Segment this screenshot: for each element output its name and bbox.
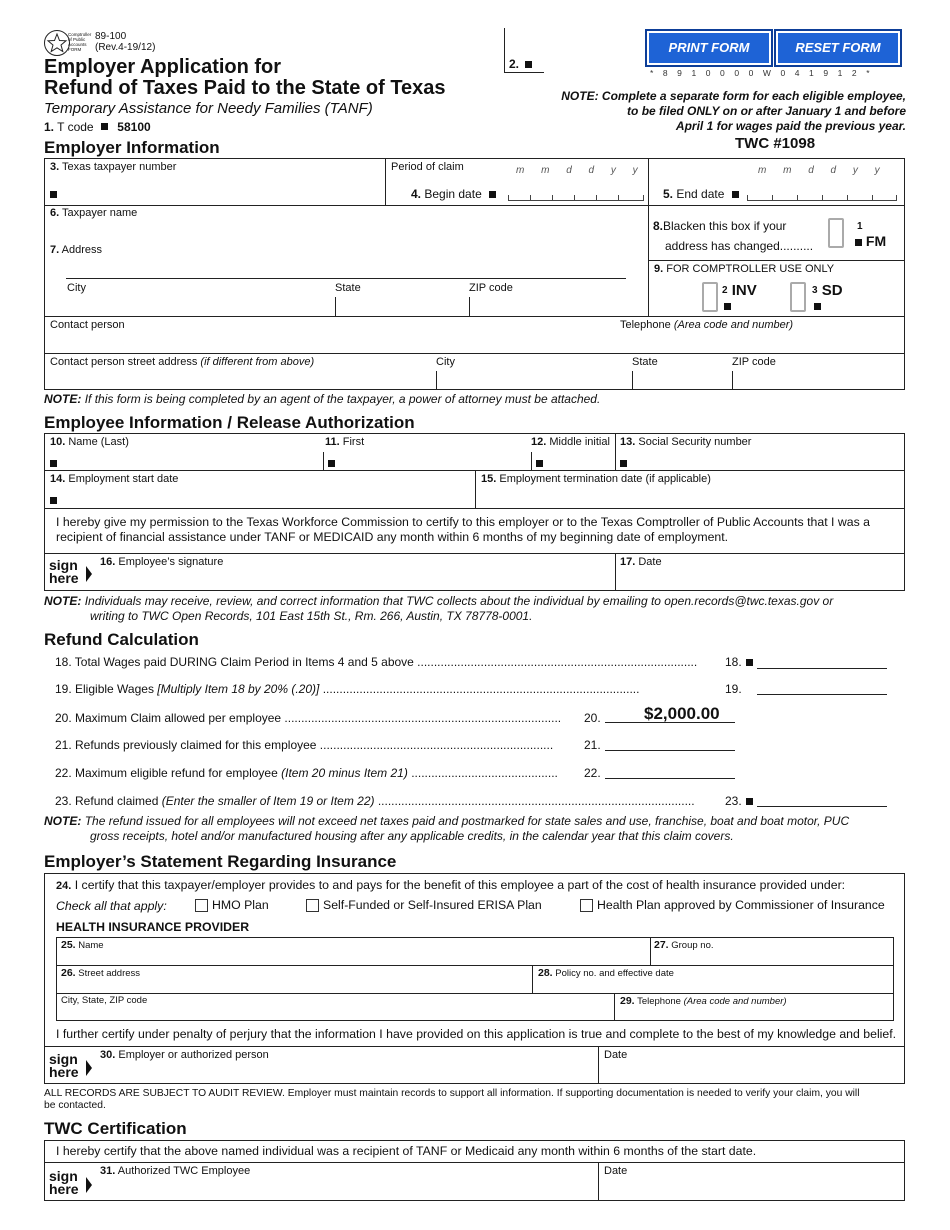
field-8-number: 8. <box>653 219 664 233</box>
twc-date-label: Date <box>604 1165 628 1177</box>
line-22-label: 22. Maximum eligible refund for employee <box>55 766 278 780</box>
eligible-wages-input[interactable] <box>757 694 887 695</box>
field-17-text: Date <box>638 556 662 568</box>
here-word: here <box>49 1181 79 1197</box>
field-29-text: Telephone <box>637 996 681 1007</box>
state-label: State <box>335 282 361 294</box>
field-3-text: Texas taxpayer number <box>62 161 177 173</box>
field-31-number: 31. <box>100 1165 116 1177</box>
sign-here-marker <box>49 1170 79 1196</box>
sd-text: SD <box>821 282 843 299</box>
print-form-button[interactable]: PRINT FORM <box>645 29 773 67</box>
contact-person-label: Contact person <box>50 319 125 331</box>
employee-section-title: Employee Information / Release Authorization <box>44 413 415 432</box>
sign-arrow-icon <box>86 566 92 582</box>
field-marker <box>732 191 739 198</box>
line-23-hint: (Enter the smaller of Item 19 or Item 22) <box>161 794 375 808</box>
telephone-text: Telephone <box>620 319 671 331</box>
field-6-label <box>50 207 137 219</box>
permission-line-2: recipient of financial assistance under TANF or MEDICAID any month within 6 months of my beginning date of employment. <box>56 530 729 544</box>
field-9-text: FOR COMPTROLLER USE ONLY <box>666 263 835 275</box>
title-line-1: Employer Application for <box>44 56 282 78</box>
header-note <box>561 89 906 134</box>
field-14-text: Employment start date <box>68 473 179 485</box>
field-marker <box>489 191 496 198</box>
field-15-label <box>481 473 711 485</box>
tcode-label: T code <box>57 120 94 134</box>
field-7-number: 7. <box>50 244 60 256</box>
line-23-label: 23. Refund claimed <box>55 794 159 808</box>
sd-number: 3 <box>812 285 818 296</box>
field-marker <box>724 303 731 310</box>
twc-number: TWC #1098 <box>735 135 816 152</box>
field-marker <box>50 497 57 504</box>
line-19-dots: ............................................................................................... <box>322 682 640 696</box>
field-marker <box>855 239 862 246</box>
erisa-plan-checkbox[interactable] <box>306 899 319 912</box>
provider-csz-input[interactable] <box>61 1007 606 1020</box>
hmo-plan-checkbox[interactable] <box>195 899 208 912</box>
field-4-number: 4. <box>411 187 422 201</box>
perjury-statement: I further certify under penalty of perjury that the information I have provided on this application is true and complete to the best of my knowledge and belief. <box>56 1027 897 1041</box>
contact-city-label: City <box>436 356 455 368</box>
field-27-number: 27. <box>654 939 669 951</box>
form-revision: (Rev.4-19/12) <box>95 42 156 53</box>
erisa-plan-option[interactable] <box>306 898 542 912</box>
field-marker <box>50 460 57 467</box>
city-label: City <box>67 282 86 294</box>
field-28-label <box>538 967 674 979</box>
sign-word: sign <box>49 1051 78 1067</box>
texas-taxpayer-number-input[interactable] <box>50 188 370 202</box>
provider-phone-input[interactable] <box>620 1007 890 1020</box>
field-29-label <box>620 995 787 1007</box>
header-note-line-2: to be filed ONLY on or after January 1 and before <box>627 104 906 118</box>
field-9-number: 9. <box>654 263 664 275</box>
fm-text: FM <box>865 233 887 249</box>
item-2-number: 2. <box>509 57 520 71</box>
contact-address-hint: (if different from above) <box>200 356 315 368</box>
field-10-number: 10. <box>50 436 66 448</box>
field-marker <box>746 798 753 805</box>
field-marker <box>814 303 821 310</box>
hmo-plan-label: HMO Plan <box>212 898 269 912</box>
permission-line-1: I hereby give my permission to the Texas Workforce Commission to certify to this employer or to the Texas Comptroller of Public Accounts that I was a <box>56 515 870 529</box>
middle-initial-input[interactable] <box>536 457 611 469</box>
field-11-label <box>325 436 364 448</box>
sd-code <box>812 283 843 298</box>
field-12-text: Middle initial <box>549 436 610 448</box>
field-25-label <box>61 939 104 951</box>
field-10-text: Name (Last) <box>68 436 129 448</box>
employee-date-input[interactable] <box>620 570 900 588</box>
field-30-label <box>100 1049 269 1061</box>
line-23-number: 23. <box>725 794 742 808</box>
line-22-number: 22. <box>584 766 601 780</box>
employer-date-input[interactable] <box>604 1063 899 1081</box>
field-11-text: First <box>342 436 365 448</box>
field-13-label <box>620 436 751 448</box>
employee-note-line-1: Individuals may receive, review, and correct information that TWC collects about the individual by emailing to open.records@twc.texas.gov or <box>84 594 834 608</box>
audit-line-1: ALL RECORDS ARE SUBJECT TO AUDIT REVIEW. Employer must maintain records to support all information. If supporting documentation is needed to verify your claim, you will <box>44 1088 860 1099</box>
field-5-number: 5. <box>663 187 674 201</box>
commissioner-plan-checkbox[interactable] <box>580 899 593 912</box>
field-25-text: Name <box>78 940 104 951</box>
inv-number: 2 <box>722 285 728 296</box>
line-23-dots: ............................................................................................... <box>377 794 695 808</box>
line-19-label: 19. Eligible Wages <box>55 682 154 696</box>
here-word: here <box>49 1064 79 1080</box>
field-27-label <box>654 939 714 951</box>
twc-section-title: TWC Certification <box>44 1119 187 1138</box>
contact-address-text: Contact person street address <box>50 356 198 368</box>
refund-line-19 <box>55 682 748 696</box>
address-changed-checkbox[interactable] <box>828 218 844 248</box>
twc-employee-signature-input[interactable] <box>100 1180 590 1198</box>
field-27-text: Group no. <box>671 940 714 951</box>
provider-name-input[interactable] <box>61 951 641 964</box>
field-6-text: Taxpayer name <box>62 207 138 219</box>
twc-certification-text: I hereby certify that the above named individual was a recipient of TANF or Medicaid any month within 6 months of the start date. <box>56 1144 757 1158</box>
employer-note-text: If this form is being completed by an agent of the taxpayer, a power of attorney must be attached. <box>84 392 601 406</box>
begin-date-input[interactable] <box>508 193 644 201</box>
note-label: NOTE: <box>44 814 82 828</box>
field-16-text: Employee’s signature <box>118 556 224 568</box>
field-4-label <box>411 187 496 201</box>
tcode-row <box>44 120 151 134</box>
audit-line-2: be contacted. <box>44 1100 106 1111</box>
field-13-text: Social Security number <box>638 436 752 448</box>
erisa-plan-label: Self-Funded or Self-Insured ERISA Plan <box>323 898 542 912</box>
employee-signature-input[interactable] <box>100 570 605 588</box>
start-date-input[interactable] <box>50 494 465 506</box>
employer-signature-input[interactable] <box>100 1063 590 1081</box>
field-12-number: 12. <box>531 436 547 448</box>
field-29-number: 29. <box>620 995 635 1007</box>
field-10-label <box>50 436 129 448</box>
inv-text: INV <box>731 282 757 299</box>
field-3-number: 3. <box>50 161 60 173</box>
line-20-number: 20. <box>584 711 601 725</box>
begin-date-format: m m d d y y <box>516 165 638 176</box>
contact-state-label: State <box>632 356 658 368</box>
line-19-hint: [Multiply Item 18 by 20% (.20)] <box>157 682 320 696</box>
field-17-label <box>620 556 662 568</box>
twc-date-input[interactable] <box>604 1180 899 1198</box>
end-date-format: m m d d y y <box>758 165 880 176</box>
audit-statement <box>44 1088 860 1112</box>
sign-arrow-icon <box>86 1060 92 1076</box>
field-marker <box>328 460 335 467</box>
line-21-number: 21. <box>584 738 601 752</box>
field-30-number: 30. <box>100 1049 116 1061</box>
max-claim-value: $2,000.00 <box>644 704 720 723</box>
sign-here-marker <box>49 1053 79 1079</box>
field-30-text: Employer or authorized person <box>118 1049 269 1061</box>
provider-street-input[interactable] <box>61 979 526 992</box>
max-claim-underline <box>605 722 735 723</box>
field-29-hint: (Area code and number) <box>683 996 787 1007</box>
taxpayer-name-input[interactable] <box>50 222 640 240</box>
previous-refunds-input[interactable] <box>605 750 735 751</box>
field-3-label <box>50 161 176 173</box>
refund-line-20: 20. Maximum Claim allowed per employee ................................................................................... <box>55 711 562 725</box>
termination-date-input[interactable] <box>481 488 896 506</box>
field-24-text <box>56 878 845 892</box>
field-15-number: 15. <box>481 473 497 485</box>
field-9-label <box>654 263 834 275</box>
line-22-dots: ............................................ <box>411 766 558 780</box>
field-marker <box>50 191 57 198</box>
field-24-number: 24. <box>56 880 72 892</box>
fm-code <box>855 220 886 248</box>
period-of-claim-label: Period of claim <box>391 161 464 173</box>
field-8-label <box>653 216 813 256</box>
field-16-number: 16. <box>100 556 116 568</box>
employee-note <box>44 594 833 624</box>
field-26-number: 26. <box>61 967 76 979</box>
line-18-number: 18. <box>725 655 742 669</box>
commissioner-plan-option[interactable] <box>580 898 885 912</box>
insurance-section-title: Employer’s Statement Regarding Insurance <box>44 852 397 871</box>
refund-note-line-2: gross receipts, hotel and/or manufactured housing after any applicable credits, in the calendar year that this claim covers. <box>90 829 734 843</box>
field-marker <box>746 659 753 666</box>
field-28-text: Policy no. and effective date <box>555 968 674 979</box>
page-title <box>44 57 446 99</box>
telephone-label <box>620 319 793 331</box>
employer-date-label: Date <box>604 1049 628 1061</box>
employer-note <box>44 392 600 406</box>
field-13-number: 13. <box>620 436 636 448</box>
provider-title: HEALTH INSURANCE PROVIDER <box>56 920 250 934</box>
field-26-label <box>61 967 140 979</box>
here-word: here <box>49 570 79 586</box>
field-6-number: 6. <box>50 207 60 219</box>
sd-checkbox[interactable] <box>790 282 806 312</box>
sign-here-marker <box>49 559 79 585</box>
field-25-number: 25. <box>61 939 76 951</box>
header-note-line-1: NOTE: Complete a separate form for each eligible employee, <box>561 89 906 103</box>
comptroller-seal <box>44 30 70 56</box>
end-date-input[interactable] <box>747 193 897 201</box>
line-19-number: 19. <box>725 682 742 696</box>
field-marker <box>620 460 627 467</box>
field-15-text: Employment termination date (if applicable) <box>499 473 711 485</box>
hmo-plan-option[interactable] <box>195 898 269 912</box>
sign-word: sign <box>49 1168 78 1184</box>
refund-line-18: 18. Total Wages paid DURING Claim Period in Items 4 and 5 above .................................................................................... <box>55 655 698 669</box>
sign-arrow-icon <box>86 1177 92 1193</box>
form-number: 89-100 <box>95 31 127 42</box>
field-12-label <box>531 436 610 448</box>
title-line-2: Refund of Taxes Paid to the State of Texas <box>44 77 446 99</box>
contact-address-label <box>50 356 314 368</box>
barcode-text: * 8 9 1 0 0 0 0 W 0 4 1 9 1 2 * <box>650 68 874 78</box>
employee-note-line-2: writing to TWC Open Records, 101 East 15th St., Rm. 266, Austin, TX 78778-0001. <box>90 609 533 623</box>
tcode-number: 1. <box>44 120 55 134</box>
field-11-number: 11. <box>325 436 340 448</box>
field-7-text: Address <box>61 244 102 256</box>
field-14-label <box>50 473 178 485</box>
first-name-input[interactable] <box>328 457 523 469</box>
provider-csz-label: City, State, ZIP code <box>61 995 148 1006</box>
field-7-label <box>50 244 102 256</box>
field-24-statement: I certify that this taxpayer/employer provides to and pays for the benefit of this employee a part of the cost of health insurance provided under: <box>74 878 846 892</box>
seal-caption: Comptroller of Public Accounts FORM <box>68 32 92 52</box>
release-permission-text <box>56 515 870 545</box>
refund-section-title: Refund Calculation <box>44 630 199 649</box>
total-wages-input[interactable] <box>757 668 887 669</box>
tcode-value: 58100 <box>117 120 151 134</box>
field-5-label <box>663 187 739 201</box>
line-22-hint: (Item 20 minus Item 21) <box>281 766 408 780</box>
field-16-label <box>100 556 223 568</box>
group-number-input[interactable] <box>654 951 889 964</box>
note-label: NOTE: <box>44 392 82 406</box>
field-17-number: 17. <box>620 556 636 568</box>
field-8-line-2: address has changed.......... <box>665 239 814 253</box>
field-26-text: Street address <box>78 968 141 979</box>
field-4-text: Begin date <box>424 187 482 201</box>
ssn-input[interactable] <box>620 457 900 469</box>
contact-zip-label: ZIP code <box>732 356 776 368</box>
fm-number: 1 <box>857 221 863 232</box>
refund-line-23 <box>55 794 748 808</box>
field-marker <box>525 61 532 68</box>
note-label: NOTE: <box>44 594 82 608</box>
last-name-input[interactable] <box>50 457 315 469</box>
field-28-number: 28. <box>538 967 553 979</box>
address-input[interactable] <box>66 278 626 279</box>
policy-number-input[interactable] <box>538 979 888 992</box>
field-31-label <box>100 1165 250 1177</box>
contact-person-input[interactable] <box>50 333 610 351</box>
field-31-text: Authorized TWC Employee <box>117 1165 251 1177</box>
inv-code <box>722 283 757 298</box>
refund-note <box>44 814 849 844</box>
refund-note-line-1: The refund issued for all employees will not exceed net taxes paid and postmarked for state sales and use, franchise, boat and boat motor, PUC <box>84 814 850 828</box>
header-note-line-3: April 1 for wages paid the previous year. <box>675 119 906 133</box>
item-2-field <box>509 57 532 71</box>
zip-label: ZIP code <box>469 282 513 294</box>
check-all-label: Check all that apply: <box>56 899 167 913</box>
refund-line-22 <box>55 766 605 780</box>
commissioner-plan-label: Health Plan approved by Commissioner of Insurance <box>597 898 885 912</box>
field-8-line-1: Blacken this box if your <box>663 219 787 233</box>
reset-form-button[interactable]: RESET FORM <box>774 29 902 67</box>
employer-section-title: Employer Information <box>44 138 220 157</box>
field-5-text: End date <box>676 187 725 201</box>
page-subtitle: Temporary Assistance for Needy Families (TANF) <box>44 100 373 117</box>
telephone-hint: (Area code and number) <box>673 319 794 331</box>
max-eligible-refund-input[interactable] <box>605 778 735 779</box>
refund-line-21: 21. Refunds previously claimed for this employee ...................................................................... <box>55 738 554 752</box>
field-marker <box>536 460 543 467</box>
field-marker <box>101 123 108 130</box>
sign-word: sign <box>49 557 78 573</box>
inv-checkbox[interactable] <box>702 282 718 312</box>
field-14-number: 14. <box>50 473 66 485</box>
refund-claimed-input[interactable] <box>757 806 887 807</box>
